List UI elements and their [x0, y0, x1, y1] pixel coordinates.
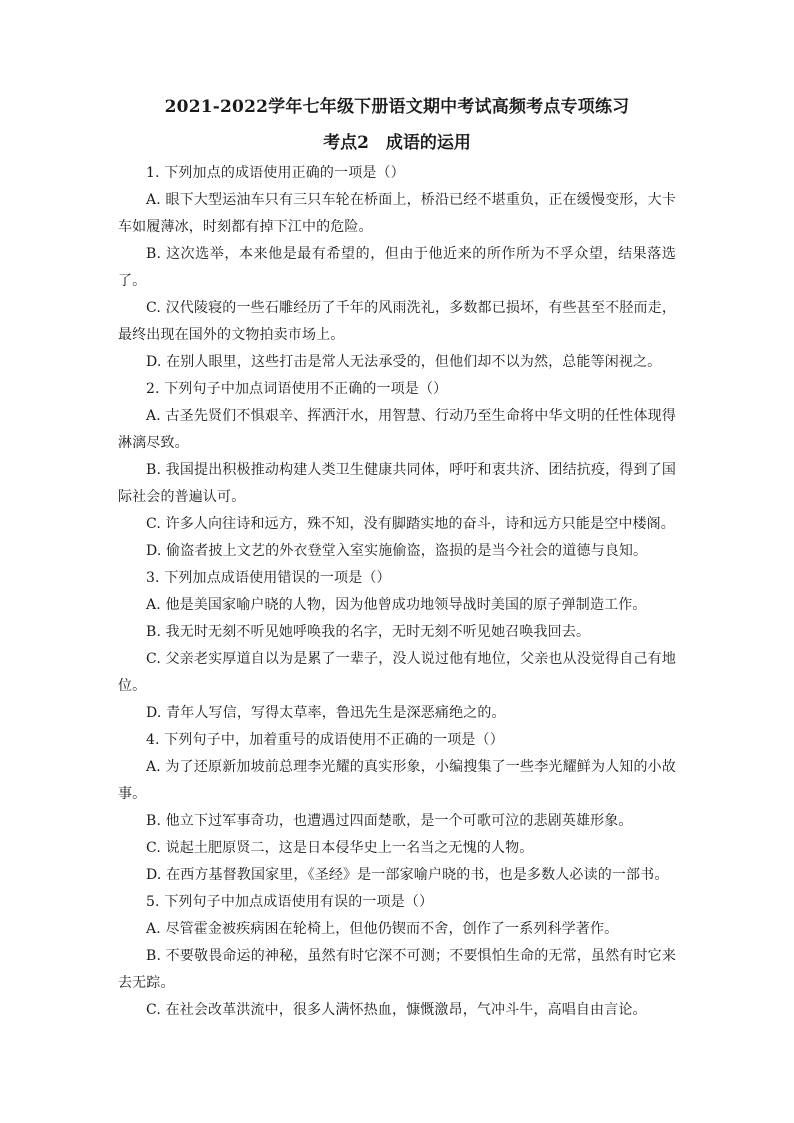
question-3-stem: 3. 下列加点成语使用错误的一项是（）	[146, 570, 391, 586]
question-5-option-c: C. 在社会改革洪流中，很多人满怀热血，慷慨激昂，气冲斗牛，高唱自由言论。	[146, 1002, 647, 1018]
question-4-option-a: A. 为了还原新加坡前总理李光耀的真实形象，小编搜集了一些李光耀鲜为人知的小故事。	[118, 759, 676, 802]
question-5-option-b: B. 不要敬畏命运的神秘，虽然有时它深不可测；不要惧怕生命的无常，虽然有时它来去无踪。	[118, 948, 676, 991]
question-2-option-c: C. 许多人向往诗和远方，殊不知，没有脚踏实地的奋斗，诗和远方只能是空中楼阁。	[146, 516, 675, 532]
document-subtitle: 考点2 成语的运用	[323, 133, 471, 153]
document-title: 2021-2022学年七年级下册语文期中考试高频考点专项练习	[164, 97, 630, 117]
question-2-option-d: D. 偷盗者披上文艺的外衣登堂入室实施偷盗，盗损的是当今社会的道德与良知。	[146, 543, 648, 559]
question-3-option-d: D. 青年人写信，写得太草率，鲁迅先生是深恶痛绝之的。	[146, 705, 506, 721]
question-4-option-d: D. 在西方基督教国家里，《圣经》是一部家喻户晓的书，也是多数人必读的一部书。	[146, 867, 669, 883]
question-3-option-a: A. 他是美国家喻户晓的人物，因为他曾成功地领导战时美国的原子弹制造工作。	[146, 597, 647, 613]
question-1-option-a: A. 眼下大型运油车只有三只车轮在桥面上，桥沿已经不堪重负，正在缓慢变形，大卡车如履薄冰，时刻都有掉下江中的危险。	[118, 192, 676, 235]
question-5-stem: 5. 下列句子中加点成语使用有误的一项是（）	[146, 894, 434, 910]
question-4-stem: 4. 下列句子中，加着重号的成语使用不正确的一项是（）	[146, 732, 504, 748]
question-2-stem: 2. 下列句子中加点词语使用不正确的一项是（）	[146, 381, 448, 397]
question-1-option-d: D. 在别人眼里，这些打击是常人无法承受的，但他们却不以为然，总能等闲视之。	[146, 354, 662, 370]
question-5-option-a: A. 尽管霍金被疾病困在轮椅上，但他仍锲而不舍，创作了一系列科学著作。	[146, 921, 619, 937]
question-3-option-c: C. 父亲老实厚道自以为是累了一辈子，没人说过他有地位，父亲也从没觉得自己有地位。	[118, 651, 676, 694]
question-1-option-c: C. 汉代陵寝的一些石雕经历了千年的风雨洗礼，多数都已损坏，有些甚至不胫而走，最终出现在国外的文物拍卖市场上。	[118, 300, 676, 343]
question-1-stem: 1. 下列加点的成语使用正确的一项是（）	[146, 165, 405, 181]
question-2-option-b: B. 我国提出积极推动构建人类卫生健康共同体，呼吁和衷共济、团结抗疫，得到了国际社会的普遍认可。	[118, 462, 676, 505]
question-4-option-c: C. 说起土肥原贤二，这是日本侵华史上一名当之无愧的人物。	[146, 840, 534, 856]
question-2-option-a: A. 古圣先贤们不惧艰辛、挥洒汗水，用智慧、行动乃至生命将中华文明的任性体现得淋漓尽致。	[118, 408, 676, 451]
question-3-option-b: B. 我无时无刻不听见她呼唤我的名字，无时无刻不听见她召唤我回去。	[146, 624, 591, 640]
question-1-option-b: B. 这次选举，本来他是最有希望的，但由于他近来的所作所为不孚众望，结果落选了。	[118, 246, 676, 289]
question-4-option-b: B. 他立下过军事奇功，也遭遇过四面楚歌，是一个可歌可泣的悲剧英雄形象。	[146, 813, 633, 829]
